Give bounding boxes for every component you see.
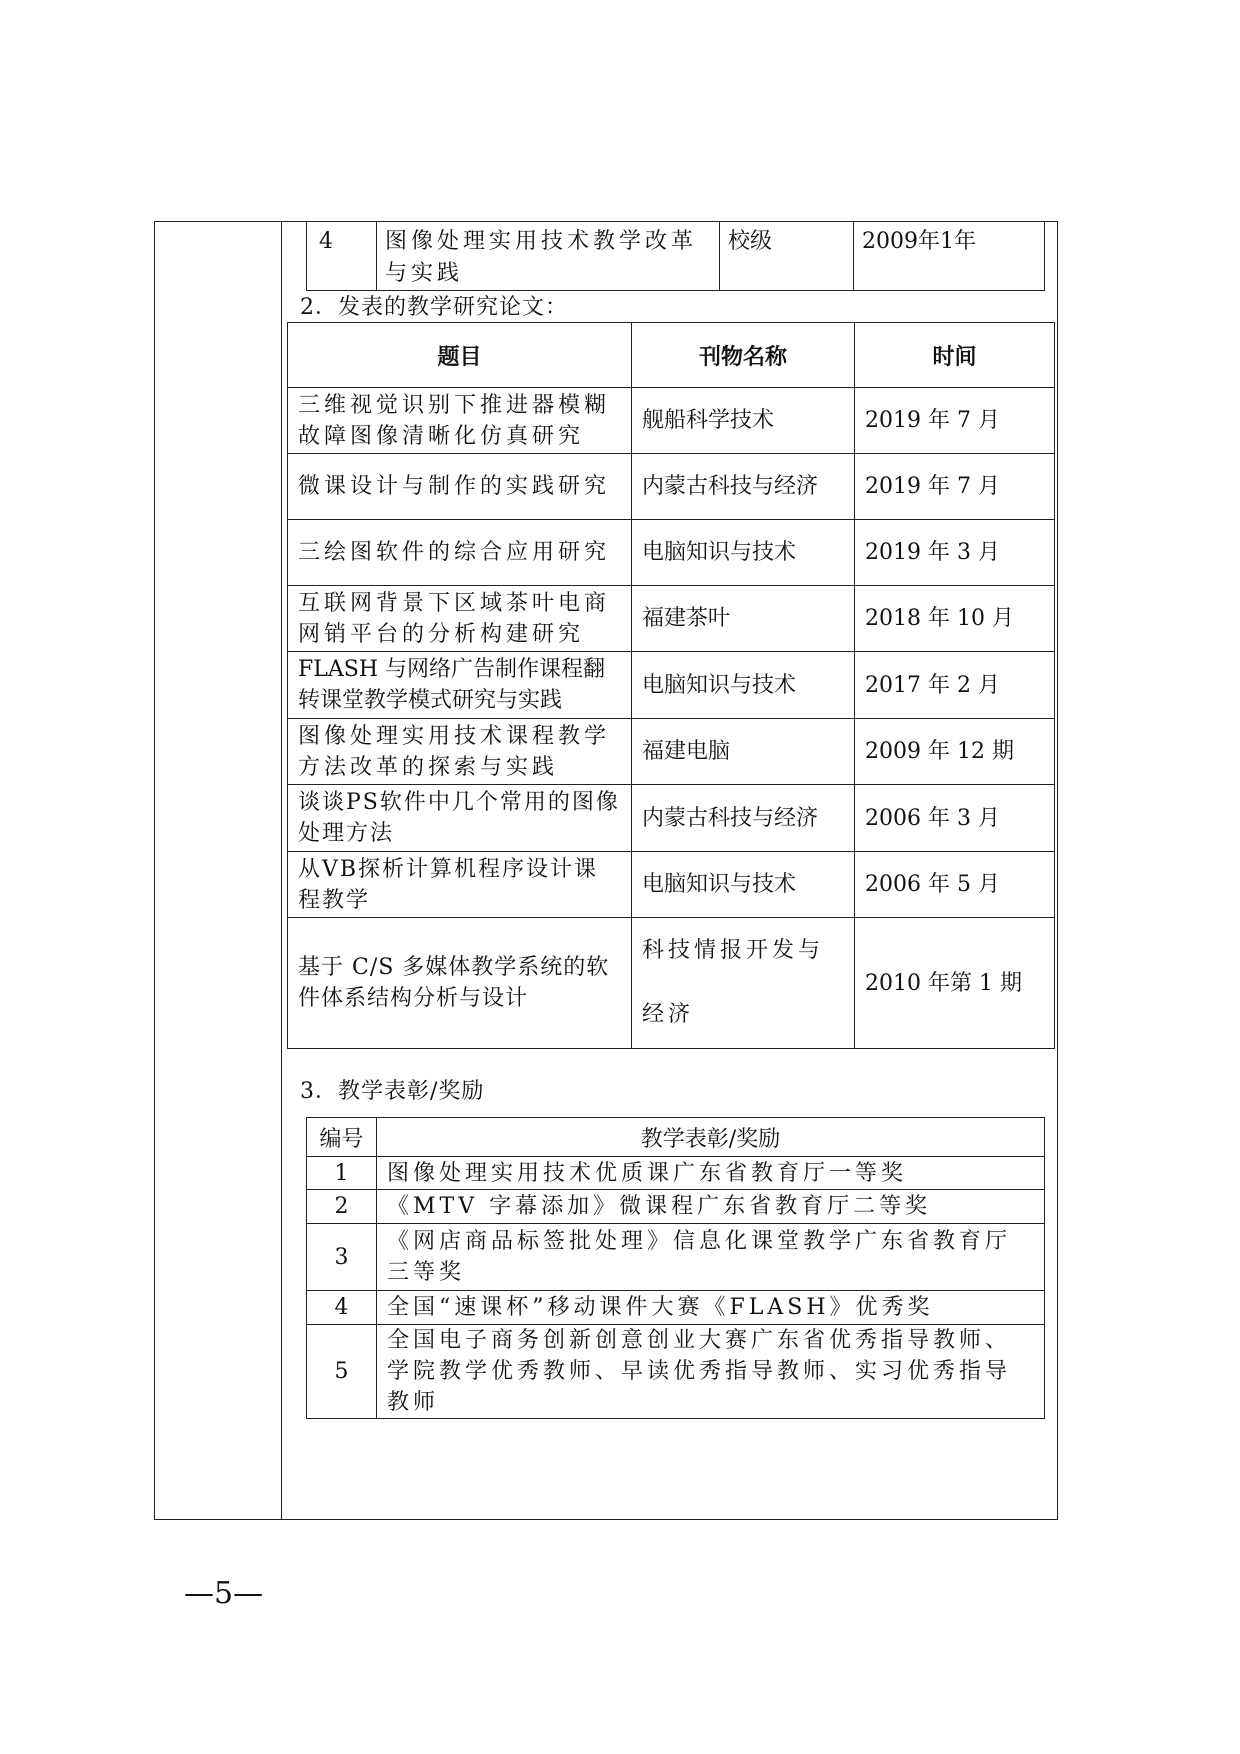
papers-heading: 2．发表的教学研究论文： [300,295,568,320]
award-no: 3 [307,1224,377,1291]
paper-title: 图像处理实用技术课程教学方法改革的探索与实践 [288,719,632,785]
paper-title: FLASH 与网络广告制作课程翻转课堂教学模式研究与实践 [288,652,632,719]
paper-time: 2019 年 3 月 [855,520,1055,586]
table-row [307,1325,1045,1419]
col-header-time: 时间 [855,323,1055,388]
papers-table [287,322,1055,1049]
table-row [288,785,1055,852]
col-header-award: 教学表彰/奖励 [377,1118,1045,1157]
award-no: 4 [307,1291,377,1325]
paper-title: 微课设计与制作的实践研究 [288,454,632,520]
award-text: 全国电子商务创新创意创业大赛广东省优秀指导教师、学院教学优秀教师、早读优秀指导教师、实习优秀指导教师 [377,1325,1045,1419]
award-no: 2 [307,1190,377,1224]
paper-journal: 福建电脑 [632,719,855,785]
paper-title: 谈谈PS软件中几个常用的图像处理方法 [288,785,632,852]
paper-journal: 舰船科学技术 [632,388,855,454]
project-time: 2009年1年 [854,222,1045,291]
project-no: 4 [307,222,377,291]
table-row [288,852,1055,918]
table-row [288,918,1055,1049]
table-row [288,719,1055,785]
paper-time: 2006 年 3 月 [855,785,1055,852]
table-row [307,1190,1045,1224]
award-text: 《MTV 字幕添加》微课程广东省教育厅二等奖 [377,1190,1045,1224]
award-text: 全国“速课杯”移动课件大赛《FLASH》优秀奖 [377,1291,1045,1325]
table-row [288,520,1055,586]
paper-title: 三绘图软件的综合应用研究 [288,520,632,586]
paper-time: 2010 年第 1 期 [855,918,1055,1049]
project-title: 图像处理实用技术教学改革与实践 [377,222,720,291]
col-header-no: 编号 [307,1118,377,1157]
paper-time: 2009 年 12 期 [855,719,1055,785]
project-level: 校级 [720,222,854,291]
paper-title: 基于 C/S 多媒体教学系统的软件体系结构分析与设计 [288,918,632,1049]
paper-time: 2006 年 5 月 [855,852,1055,918]
table-row [307,1157,1045,1190]
paper-journal: 电脑知识与技术 [632,652,855,719]
table-row [307,1291,1045,1325]
table-row [288,454,1055,520]
paper-journal: 内蒙古科技与经济 [632,454,855,520]
table-header-row [288,323,1055,388]
awards-table [306,1117,1045,1419]
paper-time: 2019 年 7 月 [855,454,1055,520]
award-no: 1 [307,1157,377,1190]
col-header-journal: 刊物名称 [632,323,855,388]
page-number: —5— [184,1576,264,1611]
paper-journal: 电脑知识与技术 [632,852,855,918]
table-row [288,586,1055,652]
paper-journal: 电脑知识与技术 [632,520,855,586]
table-row [307,1224,1045,1291]
table-header-row [307,1118,1045,1157]
paper-time: 2017 年 2 月 [855,652,1055,719]
paper-time: 2018 年 10 月 [855,586,1055,652]
table-row [288,652,1055,719]
awards-heading: 3．教学表彰/奖励 [300,1079,485,1104]
table-row [288,388,1055,454]
paper-title: 三维视觉识别下推进器模糊故障图像清晰化仿真研究 [288,388,632,454]
paper-journal: 福建茶叶 [632,586,855,652]
column-divider [281,222,282,1519]
paper-journal: 内蒙古科技与经济 [632,785,855,852]
project-table [306,221,1045,291]
award-text: 《网店商品标签批处理》信息化课堂教学广东省教育厅三等奖 [377,1224,1045,1291]
paper-title: 从VB探析计算机程序设计课程教学 [288,852,632,918]
col-header-title: 题目 [288,323,632,388]
paper-time: 2019 年 7 月 [855,388,1055,454]
paper-journal: 科技情报开发与经济 [632,918,855,1049]
paper-title: 互联网背景下区域茶叶电商网销平台的分析构建研究 [288,586,632,652]
table-row [307,222,1045,291]
award-no: 5 [307,1325,377,1419]
award-text: 图像处理实用技术优质课广东省教育厅一等奖 [377,1157,1045,1190]
